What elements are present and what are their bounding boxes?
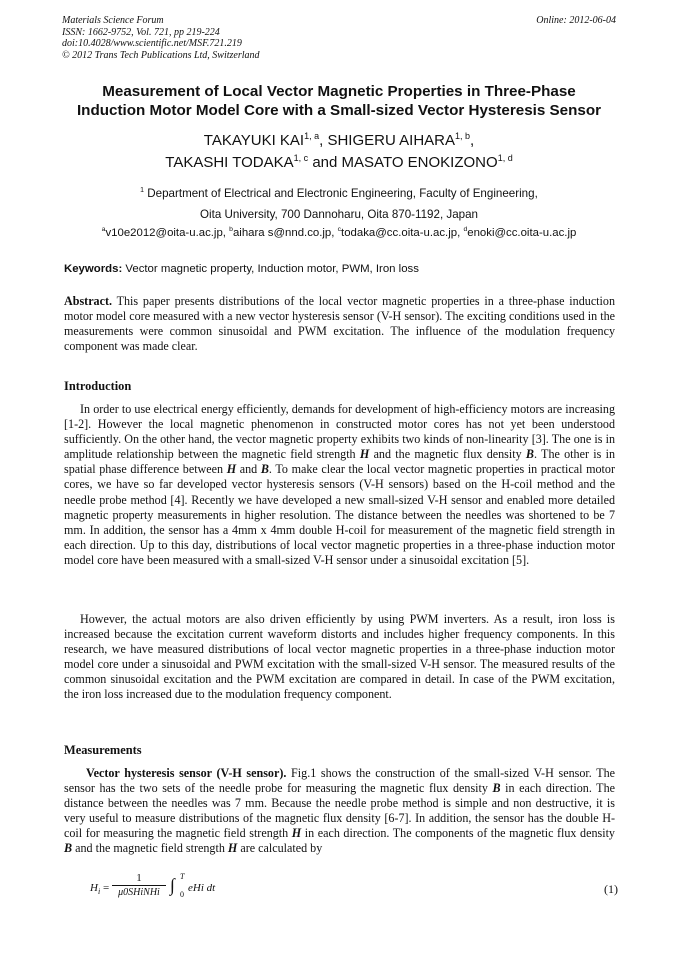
author-list <box>40 130 638 174</box>
email-sup: b <box>229 226 233 234</box>
equation-lhs: $H_i$ = <box>90 882 112 897</box>
symbol-h: H <box>359 447 370 462</box>
introduction-paragraph-1: In order to use electrical energy efficiently, demands for development of high-efficiency motors are increasing [1-2]. However the local magnetic phenomenon in constructed motor cores has not yet been understood sufficiently. On the other hand, the vector magnetic property exhibits two kinds of non-linearity [3]. The one is in amplitude relationship between the magnetic field strength H and the magnetic flux density B. The other is in spatial phase difference between H and B. To make clear the local vector magnetic properties in practical motor cores, we have so far developed vector hysteresis sensors (V-H sensors) based on the H-coil method and the needle probe method [4]. Recently we have developed a new small-sized V-H sensor and enabled more detailed magnetic property measurements in higher resolution. The distance between the needles was shortened to be 7 mm. In addition, the sensor has a 4mm x 4mm double H-coil for measurement of the magnetic field strength in each direction. Up to this day, distributions of local vector magnetic properties in a three-phase induction motor model core have been measured with a small-sized V-H sensor under a sinusoidal excitation [5]. <box>64 402 615 567</box>
section-heading-measurements: Measurements <box>64 743 142 757</box>
author-line-1 <box>40 130 638 152</box>
title-line-1: Measurement of Local Vector Magnetic Properties in Three-Phase <box>102 83 576 100</box>
email-link[interactable]: todaka@cc.oita-u.ac.jp <box>341 227 458 239</box>
issn-line: ISSN: 1662-9752, Vol. 721, pp 219-224 <box>62 26 220 38</box>
integral-upper-limit: T <box>180 872 185 881</box>
affiliation-line-1: $^1$ Department of Electrical and Electronic Engineering, Faculty of Engineering, <box>140 187 538 200</box>
title-line-2: Induction Motor Model Core with a Small-sized Vector Hysteresis Sensor <box>76 102 602 119</box>
author-kai: TAKAYUKI KAI <box>203 132 305 149</box>
author-separator: , <box>319 132 328 149</box>
symbol-h: H <box>226 462 237 477</box>
author-and: and <box>308 154 342 171</box>
affiliation <box>40 183 638 225</box>
email-sup: c <box>337 226 342 234</box>
author-kai-sup: 1, a <box>304 131 320 141</box>
email-sup: d <box>463 226 468 234</box>
equation-number: (1) <box>604 882 618 896</box>
author-aihara: SHIGERU AIHARA <box>327 132 455 149</box>
measurements-paragraph: Vector hysteresis sensor (V-H sensor). Fig.1 shows the construction of the small-sized V-H sensor. The sensor has the two sets of the needle probe for measuring the magnetic flux density B in each direction. The distance between the needles was 7 mm. Because the needle probe method is simple and non destructive, it is very useful to measure distributions of the magnetic flux density [6-7]. In addition, the sensor has the double H-coil for measuring the magnetic field strength H in each direction. The components of the magnetic flux density B and the magnetic field strength H are calculated by <box>64 766 615 856</box>
email-list: $^a$v10e2012@oita-u.ac.jp, $^b$aihara s@nnd.co.jp, $^c$todaka@cc.oita-u.ac.jp, $^d$enoki@cc.oita-u.ac.jp <box>101 226 577 239</box>
equation-1 <box>90 872 620 908</box>
symbol-b: B <box>64 841 73 856</box>
email-link[interactable]: v10e2012@oita-u.ac.jp <box>105 227 223 239</box>
email-sup: a <box>101 226 106 234</box>
email-link[interactable]: aihara s@nnd.co.jp <box>232 227 332 239</box>
equation-denominator: μ0SHiNHi <box>118 887 160 898</box>
copyright-line: © 2012 Trans Tech Publications Ltd, Switzerland <box>62 49 260 61</box>
symbol-h: H <box>291 826 302 841</box>
author-enokizono: MASATO ENOKIZONO <box>341 154 498 171</box>
journal-name: Materials Science Forum <box>62 15 164 26</box>
symbol-b: B <box>260 462 269 477</box>
email-link[interactable]: enoki@cc.oita-u.ac.jp <box>467 227 577 239</box>
doi-line: doi:10.4028/www.scientific.net/MSF.721.219 <box>62 38 242 49</box>
author-todaka: TAKASHI TODAKA <box>165 154 294 171</box>
abstract <box>64 294 615 354</box>
abstract-label: Abstract. <box>64 294 113 308</box>
author-enokizono-sup: 1, d <box>497 153 513 163</box>
symbol-b: B <box>525 447 534 462</box>
journal-header <box>62 15 616 61</box>
paper-title <box>40 82 638 120</box>
author-separator: , <box>470 132 475 149</box>
online-date: Online: 2012-06-04 <box>536 15 616 26</box>
author-line-2 <box>40 152 638 174</box>
subsection-label: Vector hysteresis sensor (V-H sensor). <box>86 766 287 780</box>
integral-lower-limit: 0 <box>180 890 184 899</box>
equation-fraction <box>112 872 166 900</box>
symbol-h: H <box>227 841 238 856</box>
keywords-text: Vector magnetic property, Induction motor, PWM, Iron loss <box>122 263 419 275</box>
introduction-paragraph-2: However, the actual motors are also driven efficiently by using PWM inverters. As a result, iron loss is increased because the excitation current waveform distorts and includes higher frequency components. In this research, we have measured distributions of local vector magnetic properties in a three-phase induction motor model core under a sinusoidal and PWM excitation with the small-sized V-H sensor. The measured results of the common sinusoidal excitation and the PWM excitation are compared in detail. In case of the PWM excitation, the iron loss increased due to the modulation frequency component. <box>64 612 615 702</box>
affiliation-sup: 1 <box>140 187 145 195</box>
symbol-b: B <box>492 781 501 796</box>
keywords-label: Keywords: <box>64 263 123 275</box>
author-todaka-sup: 1, c <box>293 153 309 163</box>
affiliation-line-2: Oita University, 700 Dannoharu, Oita 870-1192, Japan <box>200 208 478 221</box>
integral-sign: ∫ <box>170 875 175 895</box>
keywords <box>64 262 616 276</box>
abstract-text: This paper presents distributions of the local vector magnetic properties in a three-phase induction motor model core measured with a new vector hysteresis sensor (V-H sensor). The exciting conditions used in the measurements were common sinusoidal and PWM excitation. The influence of the modulation frequency component was made clear. <box>64 294 615 354</box>
equation-numerator: 1 <box>112 872 166 886</box>
section-heading-introduction: Introduction <box>64 379 132 393</box>
equation-integrand: eHi dt <box>188 882 216 894</box>
author-aihara-sup: 1, b <box>455 131 471 141</box>
